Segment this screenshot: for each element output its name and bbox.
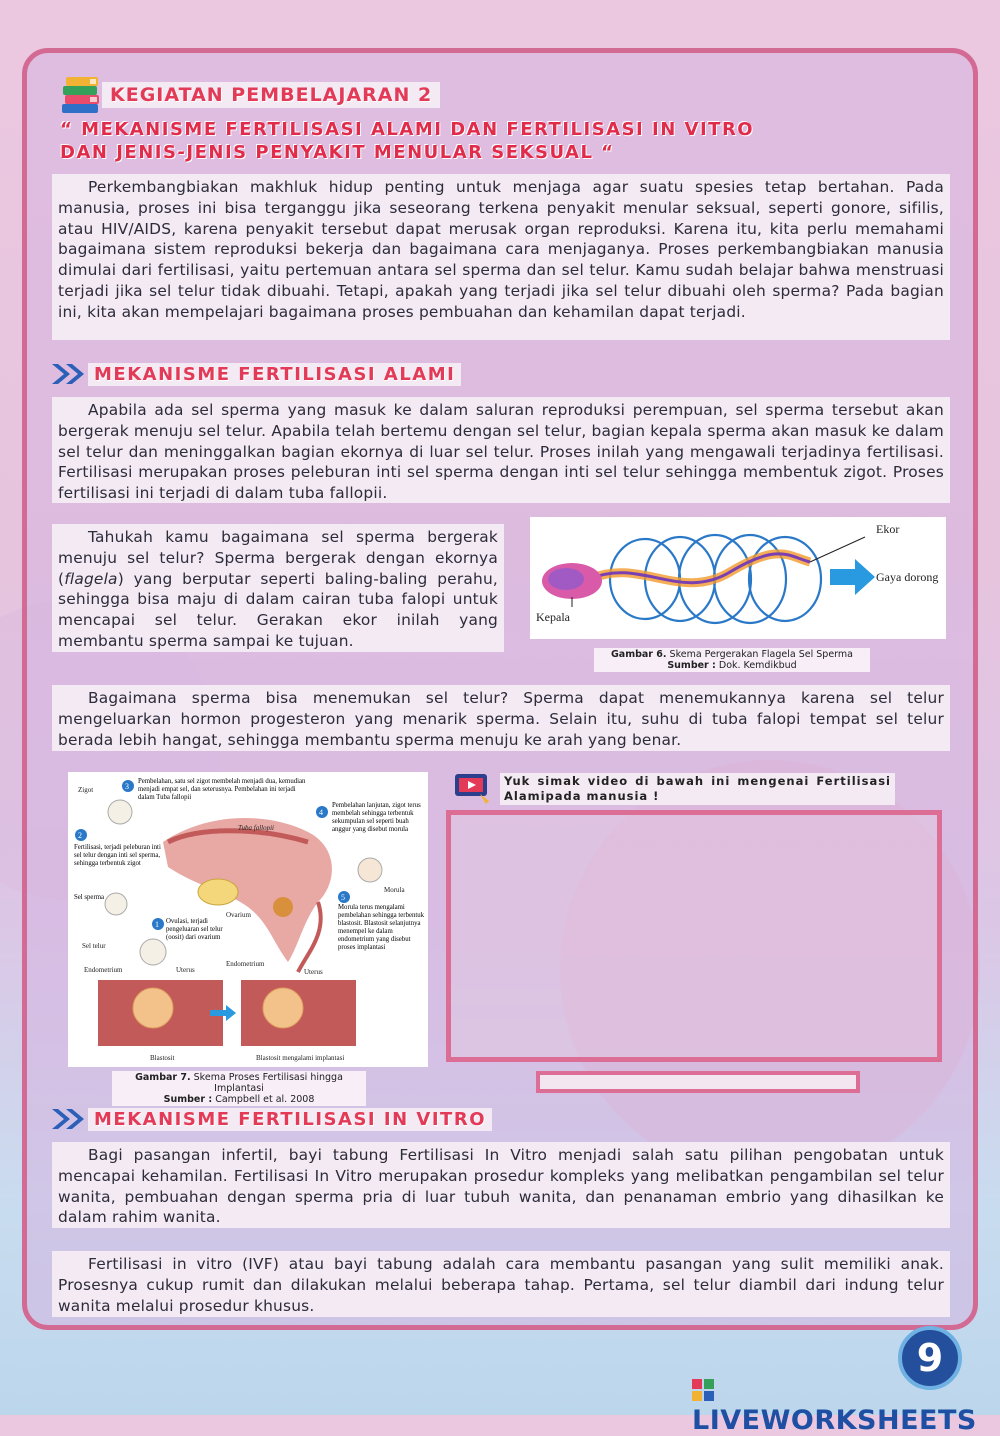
liveworksheets-logo-icon: [692, 1379, 714, 1401]
paragraph-text: Apabila ada sel sperma yang masuk ke dalam saluran reproduksi perempuan, sel sperma tersebut akan bergerak menuju sel telur. Apabila telah bertemu dengan sel telur, bagian kepala sperma akan masuk ke dalam sel telur dan meninggalkan bagian ekornya di luar sel telur. Proses inilah yang mengawali terjadinya fertilisasi. Fertilisasi merupakan proses peleburan inti sel sperma dengan inti sel telur sehingga membentuk zigot. Proses fertilisasi ini terjadi di dalam tuba fallopii.: [58, 401, 944, 503]
double-chevron-icon: [52, 362, 86, 386]
sperm-flagella-diagram: [530, 517, 946, 639]
paragraph-text: Tahukah kamu bagaimana sel sperma bergerak menuju sel telur? Sperma bergerak dengan ekornya (: [58, 528, 498, 588]
svg-text:3: 3: [125, 782, 129, 791]
fertilization-diagram: [68, 772, 428, 1067]
label-uterus: Uterus: [304, 968, 323, 976]
caption-label: Gambar 7.: [135, 1072, 191, 1083]
paragraph: [52, 685, 950, 751]
intro-text: Perkembangbiakan makhluk hidup penting untuk menjaga agar suatu spesies tetap bertahan. Pada manusia, proses ini bisa terganggu jika seseorang terkena penyakit menular seksual, seperti gonore, sifilis, atau HIV/AIDS, karena penyakit tersebut dapat merusak organ reproduksi. Karena itu, kita perlu memahami bagaimana sistem reproduksi bekerja dan bagaimana cara menjaganya. Proses perkembangbiakan manusia dimulai dari fertilisasi, yaitu pertemuan antara sel sperma dan sel telur. Kamu sudah belajar bahwa menstruasi terjadi jika sel telur tidak dibuahi. Tetapi, apakah yang terjadi jika sel telur dibuahi oleh sperma? Pada bagian ini, kita akan mempelajari bagaimana proses pembuahan dan kehamilan dapat terjadi.: [58, 178, 944, 321]
paragraph-text: ) yang berputar seperti baling-baling perahu, sehingga bisa maju di dalam cairan tuba falopi untuk mencapai sel telur. Gerakan ekor inilah yang membantu sperma sampai ke tujuan.: [58, 569, 498, 650]
section-heading-alami: [52, 362, 461, 386]
svg-text:1: 1: [155, 920, 159, 929]
label-endometrium: Endometrium: [84, 966, 123, 974]
label-kepala: Kepala: [536, 610, 570, 624]
video-icon: [454, 772, 494, 806]
figure-sperm-flagella: [530, 517, 946, 639]
figure-fertilization-scheme: [68, 772, 428, 1067]
label-uterus: Uterus: [176, 966, 195, 974]
video-answer-field[interactable]: [536, 1071, 860, 1093]
page-title-line-1: “ MEKANISME FERTILISASI ALAMI DAN FERTILISASI IN VITRO: [60, 119, 755, 140]
label-zigot: Zigot: [78, 786, 94, 794]
label-sel-sperma: Sel sperma: [74, 894, 104, 901]
italic-term: flagela: [64, 569, 118, 588]
label-blastosit-implantasi: Blastosit mengalami implantasi: [256, 1054, 345, 1062]
caption-text: Skema Proses Fertilisasi hingga Implantasi: [193, 1072, 343, 1094]
section-title: MEKANISME FERTILISASI IN VITRO: [88, 1108, 492, 1131]
label-ekor: Ekor: [876, 522, 900, 536]
page-title-line-2: DAN JENIS-JENIS PENYAKIT MENULAR SEKSUAL “: [60, 142, 615, 163]
books-icon: [60, 72, 102, 116]
paragraph-text: Bagi pasangan infertil, bayi tabung Fertilisasi In Vitro menjadi salah satu pilihan pengobatan untuk mencapai kehamilan. Fertilisasi In Vitro merupakan prosedur kompleks yang melibatkan pengambilan sel telur wanita, pembuahan dengan sperma pria di luar tubuh wanita, dan penanaman embrio yang dihasilkan ke dalam rahim wanita.: [58, 1146, 944, 1227]
paragraph-flagela: [52, 524, 504, 652]
source-text: Dok. Kemdikbud: [718, 660, 797, 671]
paragraph-text: Fertilisasi in vitro (IVF) atau bayi tabung adalah cara membantu pasangan yang sulit memiliki anak. Prosesnya cukup rumit dan dilakukan melalui beberapa tahap. Pertama, sel telur diambil dari indung telur wanita melalui prosedur khusus.: [58, 1255, 944, 1315]
step-3-text: Pembelahan, satu sel zigot membelah menjadi dua, kemudian menjadi empat sel, dan seterusnya. Pembelahan ini terjadi dalam Tuba fallopii: [138, 778, 306, 801]
video-instruction: Yuk simak video di bawah ini mengenai Fertilisasi Alamipada manusia !: [500, 773, 895, 805]
step-4-text: Pembelahan lanjutan, zigot terus membelah sehingga terbentuk sekumpulan sel seperti buah anggur yang disebut morula: [332, 802, 421, 833]
step-2-text: Fertilisasi, terjadi peleburan inti sel telur dengan inti sel sperma, sehingga terbentuk zigot: [74, 844, 161, 867]
brand-text: LIVEWORKSHEETS: [692, 1405, 977, 1436]
liveworksheets-brand[interactable]: [692, 1374, 1000, 1436]
svg-text:4: 4: [319, 808, 323, 817]
step-1-text: Ovulasi, terjadi pengeluaran sel telur (oosit) dari ovarium: [166, 918, 223, 941]
intro-paragraph: [52, 174, 950, 340]
step-5-text: Morula terus mengalami pembelahan sehingga terbentuk blastosit. Blastosit selanjutnya menempel ke dalam endometrium yang disebut proses implantasi: [338, 904, 425, 951]
source-label: Sumber :: [163, 1094, 213, 1105]
video-player[interactable]: [446, 810, 942, 1062]
svg-text:5: 5: [341, 893, 345, 902]
label-ovarium: Ovarium: [226, 911, 251, 919]
label-tuba: Tuba fallopii: [238, 824, 274, 832]
label-endometrium: Endometrium: [226, 960, 265, 968]
page-title: [60, 118, 820, 164]
paragraph: [52, 1142, 950, 1228]
page-number: 9: [898, 1326, 962, 1390]
section-title: MEKANISME FERTILISASI ALAMI: [88, 363, 461, 386]
paragraph: [52, 397, 950, 503]
paragraph-text: Bagaimana sperma bisa menemukan sel telur? Sperma dapat menemukannya karena sel telur mengeluarkan hormon progesteron yang menarik sperma. Selain itu, suhu di tuba falopi tempat sel telur berada lebih hangat, sehingga membantu sperma menuju ke arah yang benar.: [58, 689, 944, 749]
label-sel-telur: Sel telur: [82, 942, 106, 950]
arrow-icon: [830, 559, 875, 595]
source-label: Sumber :: [667, 660, 716, 671]
paragraph: [52, 1251, 950, 1317]
label-morula: Morula: [384, 886, 405, 894]
double-chevron-icon: [52, 1107, 86, 1131]
svg-text:2: 2: [78, 831, 82, 840]
source-text: Campbell et al. 2008: [215, 1094, 315, 1105]
caption-text: Skema Pergerakan Flagela Sel Sperma: [669, 649, 853, 660]
figure-caption: [594, 648, 870, 672]
label-blastosit: Blastosit: [150, 1054, 175, 1062]
caption-label: Gambar 6.: [610, 649, 667, 660]
section-heading-in-vitro: [52, 1107, 492, 1131]
figure-caption: [112, 1071, 366, 1106]
label-gaya-dorong: Gaya dorong: [876, 570, 939, 584]
activity-title: KEGIATAN PEMBELAJARAN 2: [102, 82, 440, 108]
